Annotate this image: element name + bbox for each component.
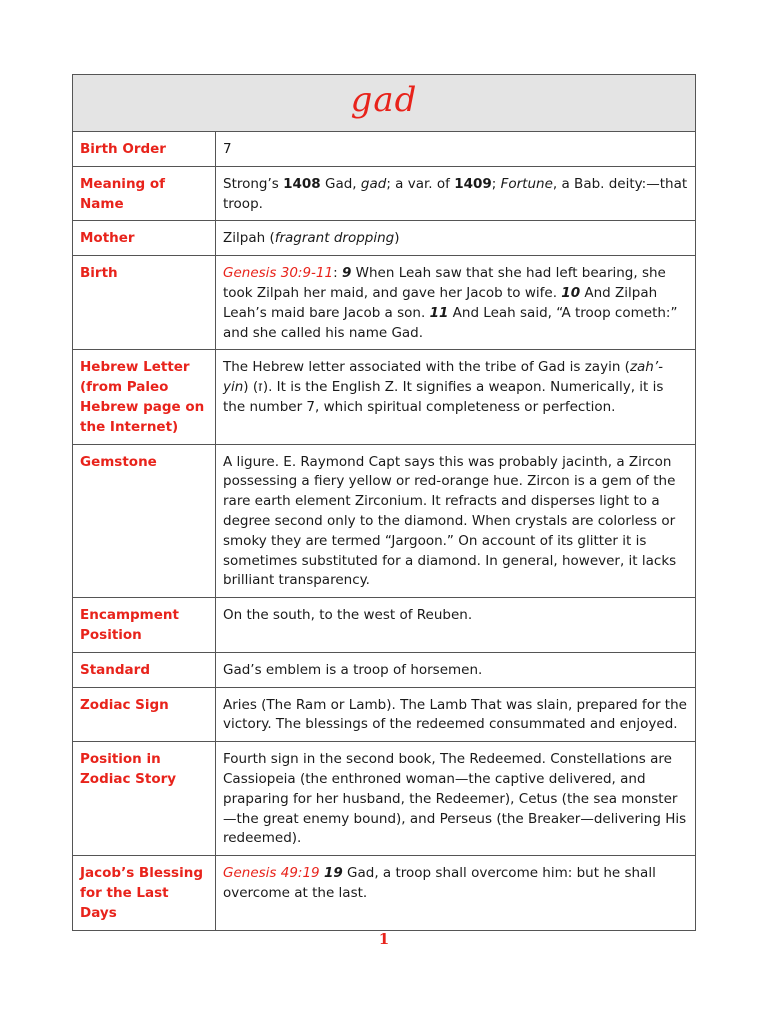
table-row bbox=[73, 350, 696, 444]
text-run: , a Bab. deity:—that troop. bbox=[223, 175, 688, 212]
text-run: And Leah said, “A troop cometh:” and she called his name Gad. bbox=[223, 304, 678, 341]
row-value: Gad’s emblem is a troop of horsemen. bbox=[216, 652, 696, 687]
row-value bbox=[216, 256, 696, 350]
text-run: And Zilpah Leah’s maid bare Jacob a son. bbox=[223, 284, 658, 321]
strongs-number: 1408 bbox=[283, 175, 321, 192]
row-label: Birth Order bbox=[73, 132, 216, 167]
row-label: Jacob’s Blessing for the Last Days bbox=[73, 856, 216, 930]
row-value: 7 bbox=[216, 132, 696, 167]
table-row bbox=[73, 166, 696, 221]
text-run: When Leah saw that she had left bearing, she took Zilpah her maid, and gave her Jacob to wife. bbox=[223, 265, 666, 301]
table-row bbox=[73, 256, 696, 350]
scripture-reference: Genesis 30:9-11 bbox=[223, 265, 334, 282]
text-run: fragrant dropping bbox=[274, 230, 395, 247]
row-label: Standard bbox=[73, 652, 216, 687]
text-run: : bbox=[333, 265, 342, 282]
title-cell bbox=[73, 75, 696, 132]
page-number: 1 bbox=[378, 930, 390, 948]
title-row bbox=[73, 75, 696, 132]
scripture-reference: Genesis 49:19 bbox=[223, 865, 320, 882]
row-value bbox=[216, 350, 696, 444]
row-label: Encampment Position bbox=[73, 598, 216, 653]
row-value bbox=[216, 856, 696, 930]
row-value: Fourth sign in the second book, The Redeemed. Constellations are Cassiopeia (the enthroned woman—the captive delivered, and praparing for her husband, the Redeemer), Cetus (the sea monster—the great enemy bound), and Perseus (the Breaker—delivering His redeemed). bbox=[216, 742, 696, 856]
row-value bbox=[216, 166, 696, 221]
table-row bbox=[73, 444, 696, 598]
verse-number: 10 bbox=[561, 284, 581, 301]
row-value: On the south, to the west of Reuben. bbox=[216, 598, 696, 653]
verse-number: 11 bbox=[429, 304, 449, 321]
text-run: Strong’s bbox=[223, 175, 284, 192]
verse-number: 9 bbox=[341, 265, 352, 282]
text-run: ; bbox=[491, 175, 501, 192]
tribe-info-table bbox=[72, 74, 696, 931]
table-row bbox=[73, 598, 696, 653]
text-run: Zilpah ( bbox=[223, 230, 275, 247]
row-label: Gemstone bbox=[73, 444, 216, 598]
text-run: The Hebrew letter associated with the tribe of Gad is zayin ( bbox=[223, 359, 630, 376]
table-row bbox=[73, 742, 696, 856]
text-run: ; a var. of bbox=[386, 175, 455, 192]
table-row bbox=[73, 856, 696, 930]
row-label: Position in Zodiac Story bbox=[73, 742, 216, 856]
text-run: ) bbox=[394, 230, 400, 247]
row-label: Mother bbox=[73, 221, 216, 256]
text-run: Gad, bbox=[320, 175, 361, 192]
row-label: Hebrew Letter (from Paleo Hebrew page on the Internet) bbox=[73, 350, 216, 444]
verse-number: 19 bbox=[323, 865, 343, 882]
row-value: A ligure. E. Raymond Capt says this was probably jacinth, a Zircon possessing a fiery yellow or red-orange hue. Zircon is a gem of the rare earth element Zirconium. It refracts and disperses light to a degree second only to the diamond. When crystals are colorless or smoky they are termed “Jargoon.” On account of its glitter it is sometimes substituted for a diamond. In general, however, it lacks brilliant transparency. bbox=[216, 444, 696, 598]
text-run: Gad, a troop shall overcome him: but he shall overcome at the last. bbox=[223, 865, 656, 901]
page-title: gad bbox=[350, 79, 418, 120]
table-row bbox=[73, 652, 696, 687]
table-row bbox=[73, 132, 696, 167]
text-run: gad bbox=[360, 175, 387, 192]
row-label: Meaning of Name bbox=[73, 166, 216, 221]
row-value: Aries (The Ram or Lamb). The Lamb That was slain, prepared for the victory. The blessings of the redeemed consummated and enjoyed. bbox=[216, 687, 696, 742]
text-run: ) (ז). It is the English Z. It signifies a weapon. Numerically, it is the number 7, which spiritual completeness or perfection. bbox=[223, 379, 664, 415]
table-row bbox=[73, 221, 696, 256]
row-value bbox=[216, 221, 696, 256]
table-row bbox=[73, 687, 696, 742]
text-run: zah’-yin bbox=[223, 359, 664, 396]
row-label: Birth bbox=[73, 256, 216, 350]
strongs-number: 1409 bbox=[454, 175, 492, 192]
row-label: Zodiac Sign bbox=[73, 687, 216, 742]
text-run: Fortune bbox=[500, 175, 553, 192]
